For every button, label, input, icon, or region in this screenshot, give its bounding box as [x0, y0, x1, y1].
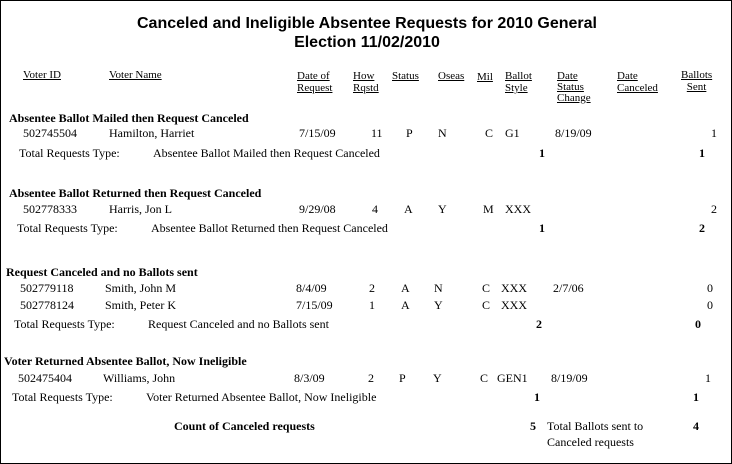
count-canceled-value: 5 [530, 419, 536, 433]
col-date-of-request-line-2: Request [297, 82, 333, 94]
col-oseas: Oseas [438, 70, 465, 82]
cell-ballot-style: XXX [505, 202, 531, 216]
cell-ballot-style: XXX [501, 281, 527, 295]
cell-oseas: Y [434, 298, 443, 312]
cell-mil: C [482, 281, 491, 295]
cell-mil: C [480, 371, 489, 385]
total-type: Voter Returned Absentee Ballot, Now Ineligible [146, 390, 377, 404]
cell-status: P [399, 371, 406, 385]
col-date-of-request [297, 70, 332, 94]
cell-voter-id: 502778124 [20, 298, 74, 312]
cell-ballots-sent: 0 [707, 281, 713, 295]
cell-date-status-change: 8/19/09 [551, 371, 588, 385]
total-count: 1 [534, 390, 540, 404]
total-ballots-value: 4 [693, 419, 699, 433]
cell-how-rqstd: 4 [372, 202, 378, 216]
cell-date-of-request: 7/15/09 [296, 298, 333, 312]
col-voter-name: Voter Name [109, 69, 162, 81]
cell-ballots-sent: 2 [711, 202, 717, 216]
cell-voter-id: 502778333 [23, 202, 77, 216]
cell-voter-name: Williams, John [103, 371, 176, 385]
col-ballots-sent-line-1: Ballots [681, 69, 713, 81]
cell-date-of-request: 8/3/09 [294, 371, 325, 385]
cell-how-rqstd: 1 [369, 298, 375, 312]
col-ballot-style [505, 70, 532, 94]
cell-ballot-style: G1 [505, 126, 520, 140]
total-label: Total Requests Type: [14, 317, 115, 331]
total-count: 2 [536, 317, 542, 331]
total-ballots: 1 [699, 146, 705, 160]
col-ballots-sent-line-2: Sent [686, 81, 707, 93]
total-count: 1 [539, 146, 545, 160]
total-type: Absentee Ballot Mailed then Request Canceled [153, 146, 380, 160]
cell-how-rqstd: 11 [371, 126, 383, 140]
col-date-of-request-line-1: Date of [297, 70, 330, 82]
group-title: Voter Returned Absentee Ballot, Now Ineligible [4, 354, 247, 368]
col-how-rqstd-line-1: How [353, 70, 375, 82]
col-date-canceled-line-1: Date [617, 70, 638, 82]
cell-how-rqstd: 2 [368, 371, 374, 385]
report-title-line-1: Canceled and Ineligible Absentee Requests for 2010 General [136, 15, 597, 32]
cell-oseas: Y [433, 371, 442, 385]
cell-voter-id: 502475404 [18, 371, 72, 385]
group-title: Absentee Ballot Returned then Request Canceled [9, 186, 262, 200]
col-voter-id: Voter ID [23, 69, 61, 81]
cell-ballot-style: GEN1 [497, 371, 528, 385]
total-ballots-label-line-2: Canceled requests [547, 435, 634, 449]
col-ballot-style-line-1: Ballot [505, 70, 532, 82]
total-ballots-label-line-1: Total Ballots sent to [547, 419, 644, 433]
cell-ballots-sent: 1 [705, 371, 711, 385]
col-date-canceled [617, 70, 658, 94]
group-title: Request Canceled and no Ballots sent [6, 265, 198, 279]
col-ballot-style-line-2: Style [505, 82, 528, 94]
total-type: Absentee Ballot Returned then Request Canceled [151, 221, 388, 235]
total-label: Total Requests Type: [19, 146, 120, 160]
cell-voter-name: Smith, Peter K [105, 298, 176, 312]
col-mil: Mil [477, 71, 493, 83]
cell-voter-id: 502745504 [23, 126, 77, 140]
cell-mil: C [485, 126, 494, 140]
report-title-line-2: Election 11/02/2010 [294, 34, 440, 51]
cell-date-status-change: 8/19/09 [555, 126, 592, 140]
total-label: Total Requests Type: [17, 221, 118, 235]
col-date-status-change-line-1: Date [557, 70, 578, 82]
cell-ballot-style: XXX [501, 298, 527, 312]
col-how-rqstd-line-2: Rqstd [353, 82, 379, 94]
cell-oseas: Y [438, 202, 447, 216]
cell-voter-name: Smith, John M [105, 281, 177, 295]
cell-date-status-change: 2/7/06 [553, 281, 584, 295]
cell-mil: M [483, 202, 494, 216]
cell-ballots-sent: 1 [711, 126, 717, 140]
total-label: Total Requests Type: [12, 390, 113, 404]
cell-date-of-request: 8/4/09 [296, 281, 327, 295]
cell-how-rqstd: 2 [369, 281, 375, 295]
col-date-canceled-line-2: Canceled [617, 82, 658, 94]
group-title: Absentee Ballot Mailed then Request Canceled [9, 111, 249, 125]
col-status: Status [392, 70, 419, 82]
cell-voter-id: 502779118 [20, 281, 74, 295]
cell-status: A [401, 298, 410, 312]
count-canceled-label: Count of Canceled requests [174, 419, 315, 433]
col-how-rqstd [353, 70, 379, 94]
col-ballots-sent [681, 69, 712, 93]
total-count: 1 [539, 221, 545, 235]
cell-oseas: N [434, 281, 443, 295]
cell-status: A [404, 202, 413, 216]
total-type: Request Canceled and no Ballots sent [148, 317, 329, 331]
cell-mil: C [482, 298, 491, 312]
total-ballots: 1 [693, 390, 699, 404]
cell-status: P [406, 126, 413, 140]
col-date-status-change-line-3: Change [557, 92, 591, 104]
cell-ballots-sent: 0 [707, 298, 713, 312]
cell-status: A [401, 281, 410, 295]
total-ballots: 2 [699, 221, 705, 235]
col-date-status-change-line-2: Status [557, 81, 584, 93]
cell-oseas: N [438, 126, 447, 140]
total-ballots: 0 [695, 317, 701, 331]
cell-date-of-request: 9/29/08 [299, 202, 336, 216]
cell-voter-name: Hamilton, Harriet [109, 126, 195, 140]
cell-voter-name: Harris, Jon L [109, 202, 172, 216]
col-date-status-change [557, 71, 591, 104]
cell-date-of-request: 7/15/09 [299, 126, 336, 140]
